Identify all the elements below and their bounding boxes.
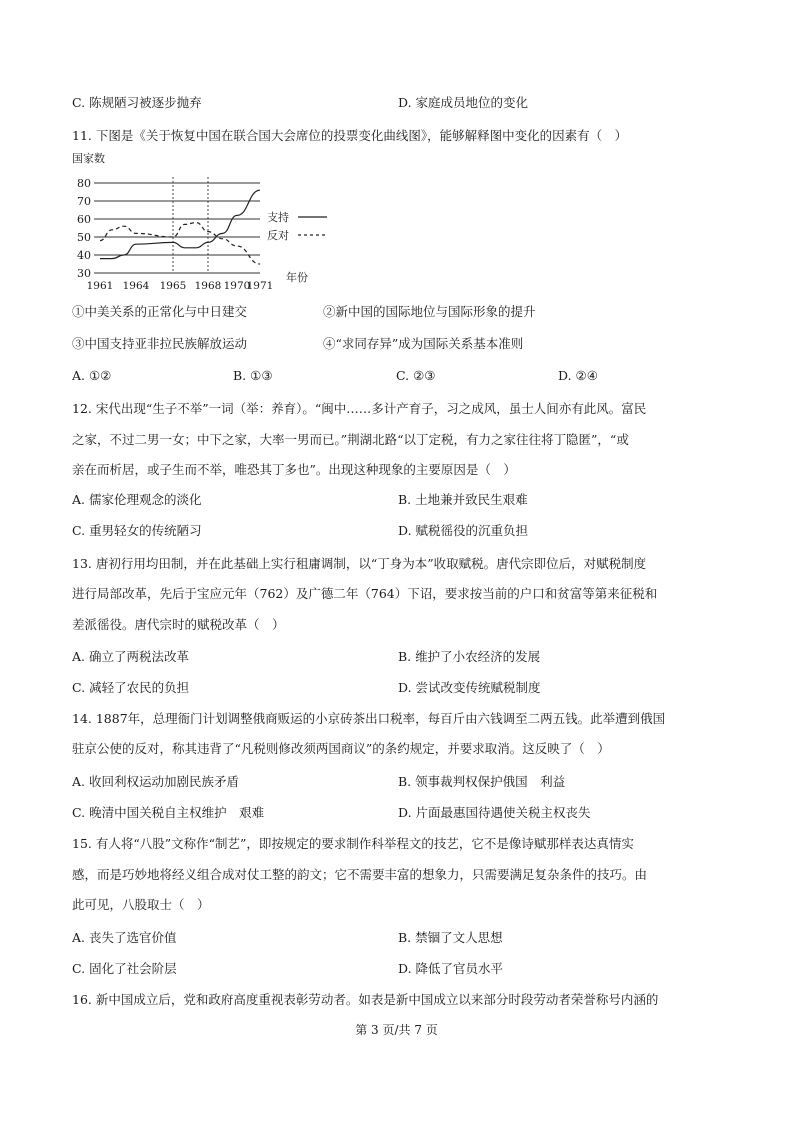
legend-label: 反对 [267, 229, 289, 242]
question-13-line-1: 13. 唐初行用均田制，并在此基础上实行租庸调制，以“丁身为本”收取赋税。唐代宗即位后，对赋税制度 [72, 556, 647, 571]
q11-option-c: C. ②③ [396, 368, 436, 383]
x-tick-label: 1968 [194, 280, 222, 292]
y-tick-label: 80 [77, 177, 91, 190]
q15-option-a: A. 丧失了选官价值 [72, 930, 177, 945]
q11-item-4: ④“求同存异”成为国际关系基本准则 [323, 336, 524, 351]
question-12-line-1: 12. 宋代出现“生子不举”一词（举：养育）。“闽中……多计产育子，习之成风，虽士人间亦有此风。富民 [72, 401, 647, 416]
q13-option-d: D. 尝试改变传统赋税制度 [398, 680, 541, 695]
chart-y-ticks [77, 177, 91, 280]
page-footer: 第 3 页/共 7 页 [355, 1023, 438, 1037]
question-16-line-1: 16. 新中国成立后，党和政府高度重视表彰劳动者。如表是新中国成立以来部分时段劳动者荣誉称号内涵的 [72, 992, 659, 1007]
q13-option-a: A. 确立了两税法改革 [72, 649, 189, 664]
q15-option-d: D. 降低了官员水平 [398, 961, 504, 976]
x-tick-label: 1961 [86, 280, 114, 292]
series-line-oppose [100, 223, 260, 264]
q15-option-b: B. 禁锢了文人思想 [398, 930, 503, 945]
x-tick-label: 1970 [223, 280, 251, 292]
question-12-line-2: 之家，不过二男一女；中下之家，大率一男而已。”荆湖北路“以丁定税，有力之家往往将丁隐匿”，“或 [72, 432, 629, 447]
q13-option-c: C. 减轻了农民的负担 [72, 680, 190, 695]
q11-option-d: D. ②④ [558, 368, 598, 383]
q11-item-3: ③中国支持亚非拉民族解放运动 [72, 336, 248, 351]
question-12-line-3: 亲在而析居，或子生而不举，唯恐其丁多也”。出现这种现象的主要原因是（ ） [72, 462, 516, 477]
chart-ylabel: 国家数 [72, 152, 105, 165]
chart-vlines [173, 177, 208, 273]
q11-option-b: B. ①③ [233, 368, 273, 383]
y-tick-label: 60 [77, 213, 91, 226]
q12-option-d: D. 赋税徭役的沉重负担 [398, 523, 529, 538]
option-c: C. 陈规陋习被逐步抛弃 [72, 95, 202, 110]
y-tick-label: 40 [77, 249, 91, 262]
q12-option-c: C. 重男轻女的传统陋习 [72, 523, 202, 538]
y-tick-label: 50 [77, 231, 91, 244]
q14-option-d: D. 片面最惠国待遇使关税主权丧失 [398, 805, 591, 820]
q14-option-c: C. 晚清中国关税自主权维护 艰难 [72, 805, 265, 820]
q11-option-a: A. ①② [72, 368, 112, 383]
q13-option-b: B. 维护了小农经济的发展 [398, 649, 541, 664]
q15-option-c: C. 固化了社会阶层 [72, 961, 177, 976]
q11-item-2: ②新中国的国际地位与国际形象的提升 [323, 304, 536, 319]
q12-option-a: A. 儒家伦理观念的淡化 [72, 492, 202, 507]
x-tick-label: 1965 [159, 280, 187, 292]
question-14-line-2: 驻京公使的反对，称其违背了“凡税则修改须两国商议”的条约规定，并要求取消。这反映了（ ） [72, 741, 610, 756]
question-14-line-1: 14. 1887年，总理衙门计划调整俄商贩运的小京砖茶出口税率，每百斤由六钱调至二两五钱。此举遭到俄国 [72, 711, 666, 726]
question-15-line-3: 此可见，八股取士（ ） [72, 897, 210, 912]
question-15-line-2: 感，而是巧妙地将经义组合成对仗工整的韵文；它不需要丰富的想象力，只需要满足复杂条件的技巧。由 [72, 867, 648, 882]
question-11-stem: 11. 下图是《关于恢复中国在联合国大会席位的投票变化曲线图》，能够解释图中变化的因素有（ ） [72, 128, 628, 143]
option-d: D. 家庭成员地位的变化 [398, 95, 529, 110]
chart-legend [267, 210, 327, 242]
q12-option-b: B. 土地兼并致民生艰难 [398, 492, 528, 507]
chart-x-ticks [87, 280, 274, 292]
y-tick-label: 30 [77, 267, 91, 280]
x-tick-label: 1964 [122, 280, 150, 292]
chart-xlabel: 年份 [286, 271, 308, 284]
question-13-line-3: 差派徭役。唐代宗时的赋税改革（ ） [72, 617, 285, 632]
q11-item-1: ①中美关系的正常化与中日建交 [72, 304, 248, 319]
legend-label: 支持 [267, 211, 289, 224]
x-tick-label: 1971 [246, 280, 274, 292]
q14-option-b: B. 领事裁判权保护俄国 利益 [398, 774, 566, 789]
series-line-support [100, 190, 260, 258]
question-15-line-1: 15. 有人将“八股”文称作“制艺”，即按规定的要求制作科举程文的技艺，它不是像诗赋那样表达真情实 [72, 836, 634, 851]
q14-option-a: A. 收回利权运动加剧民族矛盾 [72, 774, 239, 789]
y-tick-label: 70 [77, 195, 91, 208]
vote-change-chart [70, 148, 340, 298]
question-13-line-2: 进行局部改革，先后于宝应元年（762）及广德二年（764）下诏，要求按当前的户口和贫富等第来征税和 [72, 586, 658, 601]
